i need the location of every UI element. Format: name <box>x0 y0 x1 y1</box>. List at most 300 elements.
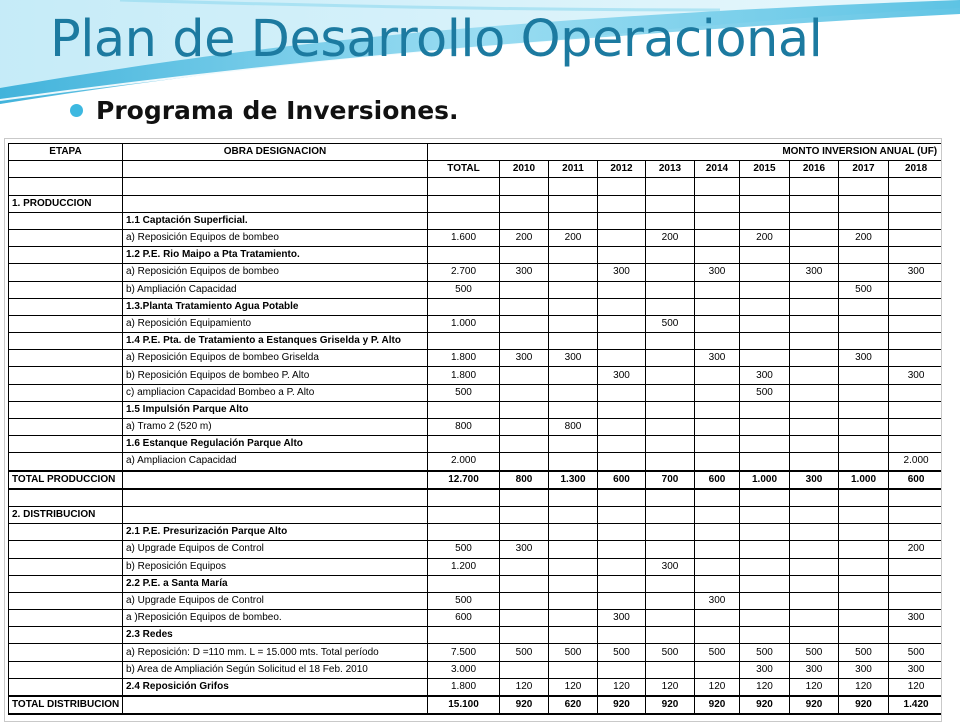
value-cell <box>549 315 598 332</box>
value-cell <box>500 195 549 212</box>
value-cell <box>646 524 695 541</box>
value-cell: 300 <box>549 350 598 367</box>
etapa-cell <box>9 247 123 264</box>
header-etapa-blank <box>9 161 123 178</box>
item-label: a) Reposición Equipos de bombeo <box>123 264 428 281</box>
item-label: a) Tramo 2 (520 m) <box>123 419 428 436</box>
value-cell <box>695 333 740 350</box>
etapa-cell <box>9 558 123 575</box>
investment-table-image <box>4 138 942 722</box>
total-label: TOTAL DISTRIBUCION <box>9 696 123 714</box>
value-cell <box>500 627 549 644</box>
value-cell <box>428 436 500 453</box>
item-label: a) Reposición: D =110 mm. L = 15.000 mts. Total período <box>123 644 428 661</box>
etapa-cell <box>9 384 123 401</box>
item-label: b) Area de Ampliación Según Solicitud el 18 Feb. 2010 <box>123 661 428 678</box>
value-cell <box>598 229 646 246</box>
value-cell <box>549 298 598 315</box>
value-cell: 120 <box>839 678 889 696</box>
value-cell <box>740 195 790 212</box>
etapa-cell <box>9 315 123 332</box>
header-obra-blank <box>123 161 428 178</box>
value-cell <box>740 281 790 298</box>
value-cell <box>428 212 500 229</box>
value-cell <box>889 281 943 298</box>
value-cell <box>889 436 943 453</box>
value-cell <box>839 401 889 418</box>
value-cell <box>500 281 549 298</box>
etapa-cell <box>9 367 123 384</box>
value-cell <box>598 212 646 229</box>
value-cell: 300 <box>500 264 549 281</box>
value-cell <box>790 453 839 471</box>
value-cell <box>598 436 646 453</box>
table-row <box>9 264 943 281</box>
value-cell: 300 <box>598 264 646 281</box>
table-header-row <box>9 144 943 161</box>
value-cell: 1.600 <box>428 229 500 246</box>
value-cell <box>740 315 790 332</box>
value-cell: 200 <box>839 229 889 246</box>
value-cell: 300 <box>889 264 943 281</box>
value-cell <box>839 575 889 592</box>
value-cell <box>740 489 790 507</box>
value-cell <box>695 419 740 436</box>
value-cell: 300 <box>839 350 889 367</box>
value-cell <box>839 195 889 212</box>
value-cell <box>790 592 839 609</box>
value-cell: 300 <box>695 592 740 609</box>
header-year: TOTAL <box>428 161 500 178</box>
value-cell <box>500 453 549 471</box>
value-cell: 920 <box>839 696 889 714</box>
value-cell: 300 <box>790 264 839 281</box>
value-cell: 120 <box>598 678 646 696</box>
value-cell <box>740 419 790 436</box>
value-cell <box>500 384 549 401</box>
value-cell: 120 <box>549 678 598 696</box>
value-cell: 920 <box>740 696 790 714</box>
value-cell: 600 <box>889 471 943 489</box>
value-cell: 500 <box>646 315 695 332</box>
value-cell <box>598 575 646 592</box>
value-cell <box>646 178 695 195</box>
value-cell <box>549 506 598 523</box>
value-cell <box>500 333 549 350</box>
etapa-cell <box>9 436 123 453</box>
value-cell <box>790 610 839 627</box>
value-cell <box>790 489 839 507</box>
value-cell <box>549 575 598 592</box>
value-cell <box>790 281 839 298</box>
value-cell <box>790 333 839 350</box>
value-cell <box>889 506 943 523</box>
value-cell: 500 <box>428 592 500 609</box>
value-cell <box>839 453 889 471</box>
value-cell <box>500 419 549 436</box>
value-cell <box>549 436 598 453</box>
value-cell <box>790 212 839 229</box>
value-cell: 120 <box>695 678 740 696</box>
value-cell <box>695 281 740 298</box>
value-cell <box>500 247 549 264</box>
value-cell <box>428 489 500 507</box>
value-cell <box>598 247 646 264</box>
value-cell <box>790 419 839 436</box>
table-year-row <box>9 161 943 178</box>
value-cell <box>646 575 695 592</box>
value-cell: 300 <box>889 367 943 384</box>
value-cell <box>740 212 790 229</box>
value-cell: 7.500 <box>428 644 500 661</box>
etapa-cell <box>9 350 123 367</box>
subheading-label: 2.1 P.E. Presurización Parque Alto <box>123 524 428 541</box>
value-cell: 300 <box>790 661 839 678</box>
value-cell <box>646 281 695 298</box>
value-cell <box>889 384 943 401</box>
value-cell <box>889 489 943 507</box>
etapa-cell <box>9 592 123 609</box>
value-cell <box>889 627 943 644</box>
etapa-cell <box>9 264 123 281</box>
value-cell <box>790 524 839 541</box>
value-cell <box>500 298 549 315</box>
value-cell <box>790 178 839 195</box>
value-cell <box>695 610 740 627</box>
value-cell <box>646 592 695 609</box>
obra-cell <box>123 471 428 489</box>
value-cell <box>695 489 740 507</box>
value-cell <box>598 350 646 367</box>
header-year: 2016 <box>790 161 839 178</box>
value-cell <box>790 367 839 384</box>
value-cell <box>790 195 839 212</box>
value-cell <box>839 524 889 541</box>
value-cell <box>549 453 598 471</box>
value-cell <box>839 247 889 264</box>
value-cell <box>695 558 740 575</box>
value-cell <box>839 333 889 350</box>
value-cell <box>889 229 943 246</box>
value-cell <box>428 627 500 644</box>
etapa-cell <box>9 298 123 315</box>
value-cell: 500 <box>695 644 740 661</box>
table-row <box>9 558 943 575</box>
value-cell <box>889 575 943 592</box>
subheading-label: 2.2 P.E. a Santa María <box>123 575 428 592</box>
value-cell <box>428 401 500 418</box>
header-year: 2015 <box>740 161 790 178</box>
obra-cell <box>123 195 428 212</box>
etapa-cell <box>9 178 123 195</box>
value-cell <box>889 592 943 609</box>
value-cell: 500 <box>428 384 500 401</box>
value-cell: 500 <box>889 644 943 661</box>
header-year: 2013 <box>646 161 695 178</box>
value-cell <box>598 315 646 332</box>
value-cell <box>695 661 740 678</box>
value-cell <box>740 592 790 609</box>
value-cell <box>598 178 646 195</box>
value-cell <box>695 212 740 229</box>
value-cell <box>598 419 646 436</box>
value-cell: 500 <box>500 644 549 661</box>
value-cell <box>598 506 646 523</box>
value-cell: 920 <box>598 696 646 714</box>
value-cell: 1.000 <box>839 471 889 489</box>
value-cell <box>695 367 740 384</box>
value-cell <box>598 281 646 298</box>
value-cell <box>428 524 500 541</box>
etapa-cell <box>9 575 123 592</box>
value-cell <box>695 453 740 471</box>
value-cell: 500 <box>839 281 889 298</box>
value-cell <box>839 506 889 523</box>
value-cell <box>428 178 500 195</box>
value-cell <box>428 247 500 264</box>
value-cell: 12.700 <box>428 471 500 489</box>
header-year: 2018 <box>889 161 943 178</box>
total-label: TOTAL PRODUCCION <box>9 471 123 489</box>
subheading-label: 1.4 P.E. Pta. de Tratamiento a Estanques Griselda y P. Alto <box>123 333 428 350</box>
table-subheading-row <box>9 401 943 418</box>
value-cell <box>839 367 889 384</box>
value-cell <box>500 661 549 678</box>
value-cell <box>695 195 740 212</box>
value-cell: 300 <box>500 350 549 367</box>
value-cell <box>598 195 646 212</box>
value-cell <box>695 401 740 418</box>
value-cell <box>790 229 839 246</box>
value-cell: 300 <box>740 661 790 678</box>
subheading-label: 2.3 Redes <box>123 627 428 644</box>
header-obra: OBRA DESIGNACION <box>123 144 428 161</box>
value-cell <box>646 661 695 678</box>
value-cell <box>646 627 695 644</box>
value-cell <box>646 419 695 436</box>
value-cell <box>695 506 740 523</box>
value-cell <box>646 506 695 523</box>
value-cell: 1.300 <box>549 471 598 489</box>
header-year: 2010 <box>500 161 549 178</box>
value-cell: 1.200 <box>428 558 500 575</box>
value-cell <box>598 453 646 471</box>
value-cell <box>500 610 549 627</box>
slide-title: Plan de Desarrollo Operacional <box>50 10 823 69</box>
etapa-cell <box>9 610 123 627</box>
obra-cell <box>123 506 428 523</box>
value-cell <box>839 592 889 609</box>
item-label: b) Ampliación Capacidad <box>123 281 428 298</box>
etapa-cell <box>9 401 123 418</box>
etapa-cell <box>9 524 123 541</box>
value-cell: 1.000 <box>428 315 500 332</box>
item-label: a )Reposición Equipos de bombeo. <box>123 610 428 627</box>
table-blank-row <box>9 178 943 195</box>
value-cell: 1.800 <box>428 678 500 696</box>
value-cell <box>549 401 598 418</box>
value-cell <box>549 178 598 195</box>
header-etapa: ETAPA <box>9 144 123 161</box>
value-cell <box>740 333 790 350</box>
table-subheading-row <box>9 436 943 453</box>
value-cell: 1.420 <box>889 696 943 714</box>
value-cell <box>889 195 943 212</box>
value-cell <box>790 575 839 592</box>
value-cell: 2.700 <box>428 264 500 281</box>
value-cell <box>598 401 646 418</box>
value-cell <box>889 178 943 195</box>
value-cell <box>740 178 790 195</box>
value-cell <box>790 247 839 264</box>
value-cell <box>839 610 889 627</box>
value-cell <box>889 558 943 575</box>
value-cell: 300 <box>889 661 943 678</box>
value-cell <box>428 506 500 523</box>
table-row <box>9 661 943 678</box>
value-cell: 300 <box>598 610 646 627</box>
value-cell <box>549 558 598 575</box>
etapa-cell <box>9 627 123 644</box>
value-cell: 800 <box>428 419 500 436</box>
value-cell <box>740 247 790 264</box>
table-subheading-row <box>9 524 943 541</box>
value-cell <box>598 384 646 401</box>
slide-subtitle <box>70 90 459 130</box>
value-cell <box>695 384 740 401</box>
item-label: c) ampliacion Capacidad Bombeo a P. Alto <box>123 384 428 401</box>
value-cell <box>839 419 889 436</box>
value-cell <box>500 524 549 541</box>
value-cell <box>839 178 889 195</box>
table-row <box>9 419 943 436</box>
value-cell: 200 <box>740 229 790 246</box>
value-cell <box>790 558 839 575</box>
table-total-row <box>9 471 943 489</box>
value-cell <box>740 575 790 592</box>
value-cell <box>646 350 695 367</box>
value-cell: 300 <box>790 471 839 489</box>
value-cell <box>839 541 889 558</box>
value-cell <box>598 627 646 644</box>
etapa-cell <box>9 212 123 229</box>
etapa-cell <box>9 229 123 246</box>
obra-cell <box>123 489 428 507</box>
value-cell: 15.100 <box>428 696 500 714</box>
item-label: a) Reposición Equipos de bombeo Griselda <box>123 350 428 367</box>
value-cell <box>500 178 549 195</box>
value-cell <box>646 367 695 384</box>
table-subheading-row <box>9 247 943 264</box>
value-cell <box>500 315 549 332</box>
table-blank-row <box>9 489 943 507</box>
value-cell <box>428 575 500 592</box>
value-cell <box>646 247 695 264</box>
table-total-row <box>9 696 943 714</box>
value-cell <box>889 419 943 436</box>
value-cell <box>500 575 549 592</box>
value-cell: 800 <box>500 471 549 489</box>
value-cell: 500 <box>428 281 500 298</box>
value-cell: 120 <box>646 678 695 696</box>
value-cell <box>695 541 740 558</box>
value-cell: 700 <box>646 471 695 489</box>
subheading-label: 1.2 P.E. Rio Maipo a Pta Tratamiento. <box>123 247 428 264</box>
value-cell <box>549 384 598 401</box>
value-cell <box>740 627 790 644</box>
value-cell: 500 <box>740 384 790 401</box>
value-cell: 300 <box>839 661 889 678</box>
value-cell <box>790 541 839 558</box>
value-cell: 300 <box>695 350 740 367</box>
header-year: 2017 <box>839 161 889 178</box>
value-cell <box>646 264 695 281</box>
value-cell <box>549 212 598 229</box>
value-cell: 500 <box>839 644 889 661</box>
value-cell <box>598 298 646 315</box>
value-cell: 500 <box>646 644 695 661</box>
value-cell <box>839 264 889 281</box>
value-cell <box>889 524 943 541</box>
subtitle-text: Programa de Inversiones. <box>96 95 459 125</box>
table-subheading-row <box>9 678 943 696</box>
value-cell <box>889 350 943 367</box>
value-cell <box>695 247 740 264</box>
etapa-cell <box>9 419 123 436</box>
table-row <box>9 229 943 246</box>
value-cell <box>889 298 943 315</box>
value-cell <box>695 627 740 644</box>
value-cell <box>889 333 943 350</box>
value-cell: 1.800 <box>428 367 500 384</box>
value-cell <box>428 298 500 315</box>
value-cell <box>500 212 549 229</box>
value-cell <box>646 489 695 507</box>
obra-cell <box>123 178 428 195</box>
etapa-cell <box>9 644 123 661</box>
value-cell <box>549 541 598 558</box>
item-label: a) Upgrade Equipos de Control <box>123 592 428 609</box>
value-cell <box>598 661 646 678</box>
value-cell <box>549 489 598 507</box>
value-cell: 300 <box>500 541 549 558</box>
value-cell: 2.000 <box>889 453 943 471</box>
value-cell: 600 <box>428 610 500 627</box>
value-cell <box>790 315 839 332</box>
value-cell <box>889 212 943 229</box>
table-subheading-row <box>9 298 943 315</box>
value-cell <box>428 333 500 350</box>
value-cell: 300 <box>646 558 695 575</box>
value-cell: 200 <box>889 541 943 558</box>
table-row <box>9 281 943 298</box>
value-cell <box>839 436 889 453</box>
table-subheading-row <box>9 212 943 229</box>
item-label: a) Reposición Equipamiento <box>123 315 428 332</box>
table-section-row <box>9 195 943 212</box>
value-cell <box>790 384 839 401</box>
table-subheading-row <box>9 627 943 644</box>
value-cell <box>790 298 839 315</box>
value-cell <box>695 229 740 246</box>
subheading-label: 1.3.Planta Tratamiento Agua Potable <box>123 298 428 315</box>
table-row <box>9 541 943 558</box>
header-year: 2011 <box>549 161 598 178</box>
value-cell: 800 <box>549 419 598 436</box>
value-cell <box>740 506 790 523</box>
item-label: b) Reposición Equipos de bombeo P. Alto <box>123 367 428 384</box>
item-label: b) Reposición Equipos <box>123 558 428 575</box>
